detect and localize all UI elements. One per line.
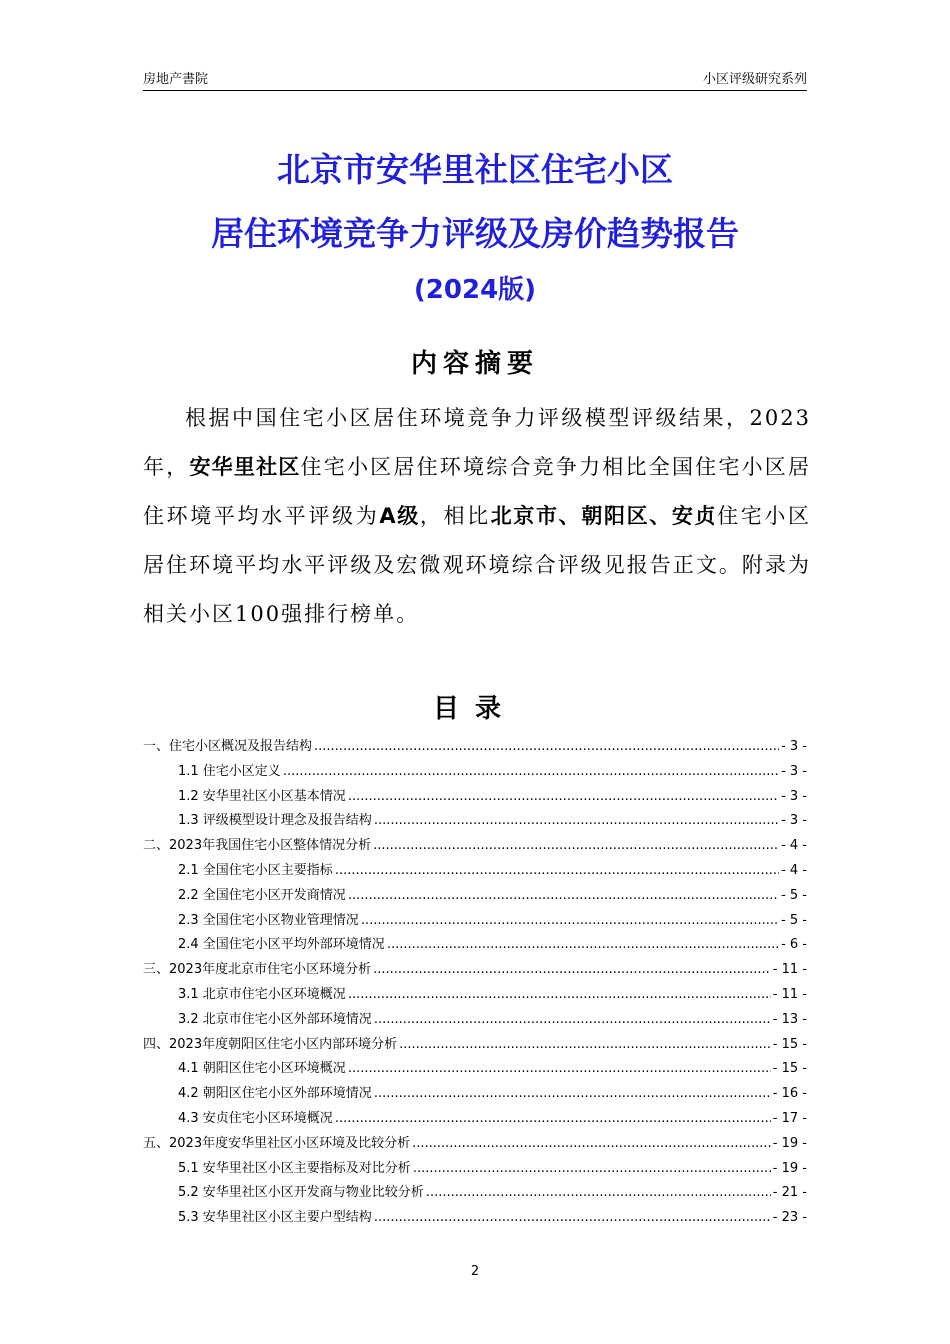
toc-entry-label: 5.2 安华里社区小区开发商与物业比较分析 [178, 1185, 424, 1201]
toc-entry-label: 2.3 全国住宅小区物业管理情况 [178, 912, 359, 928]
toc-entry[interactable] [143, 1008, 807, 1033]
toc-entry-label: 三、2023年度北京市住宅小区环境分析 [143, 962, 372, 978]
toc-entry-page: - 3 - [781, 763, 807, 779]
toc-entry-page: - 15 - [772, 1036, 807, 1052]
toc-entry[interactable] [143, 1082, 807, 1107]
toc-leader-dots [374, 1210, 771, 1225]
toc-leader-dots [374, 1012, 771, 1027]
toc-entry-label: 二、2023年我国住宅小区整体情况分析 [143, 838, 372, 854]
toc-entry-label: 一、住宅小区概况及报告结构 [143, 739, 313, 754]
toc-entry[interactable] [143, 909, 807, 934]
toc-entry-page: - 3 - [781, 813, 807, 829]
page-number: 2 [470, 1264, 480, 1279]
toc-leader-dots [335, 863, 779, 878]
toc-entry[interactable] [143, 1206, 807, 1231]
toc-entry-page: - 4 - [781, 838, 807, 854]
abstract-community-name: 安华里社区 [189, 455, 301, 479]
toc-entry-page: - 11 - [772, 986, 807, 1002]
toc-entry-page: - 11 - [772, 962, 807, 978]
abstract-text-4: 住宅小区居住环境平均水平评级及宏微观环境综合评级见报告正文。附录为相关小区100强排行榜单。 [143, 504, 812, 626]
toc-entry-label: 四、2023年度朝阳区住宅小区内部环境分析 [143, 1036, 398, 1052]
toc-entry[interactable] [143, 958, 807, 983]
toc-entry[interactable] [143, 809, 807, 834]
toc-entry[interactable] [143, 1132, 807, 1157]
abstract-rating: A级 [379, 504, 420, 528]
abstract-heading: 内容摘要 [410, 349, 539, 379]
toc-entry[interactable] [143, 834, 807, 859]
toc-leader-dots [348, 888, 779, 903]
toc-leader-dots [373, 838, 779, 853]
report-title-line1: 北京市安华里社区住宅小区 [277, 150, 673, 189]
toc-leader-dots [335, 1111, 771, 1126]
abstract-text-2: 住宅小区居住环境综合竞争力相比全国住宅小区居住环境平均水平评级为 [143, 455, 812, 528]
toc-heading: 目录 [432, 694, 517, 724]
toc-entry-page: - 19 - [772, 1135, 807, 1151]
toc-entry[interactable] [143, 884, 807, 909]
toc-entry[interactable] [143, 760, 807, 785]
toc-leader-dots [412, 1136, 771, 1151]
abstract-text-1: 根据中国住宅小区居住环境竞争力评级模型评级结果，2023年， [143, 406, 811, 479]
toc-entry-page: - 17 - [772, 1110, 807, 1126]
toc-entry[interactable] [143, 1057, 807, 1082]
toc-entry-page: - 5 - [781, 912, 807, 928]
abstract-paragraph [143, 394, 811, 639]
toc-entry-page: - 21 - [772, 1185, 807, 1201]
toc-entry-label: 5.3 安华里社区小区主要户型结构 [178, 1210, 372, 1226]
toc-entry-page: - 23 - [772, 1210, 807, 1226]
toc-entry-page: - 16 - [772, 1086, 807, 1102]
toc-entry-label: 1.1 住宅小区定义 [178, 763, 281, 779]
toc-entry[interactable] [143, 1107, 807, 1132]
toc-leader-dots [413, 1161, 771, 1176]
toc-entry-label: 4.1 朝阳区住宅小区环境概况 [178, 1061, 346, 1077]
toc-entry-page: - 3 - [781, 739, 807, 754]
toc-entry[interactable] [143, 785, 807, 810]
toc-entry-label: 2.2 全国住宅小区开发商情况 [178, 887, 346, 903]
toc-leader-dots [373, 962, 771, 977]
toc-entry-page: - 5 - [781, 887, 807, 903]
toc-entry[interactable] [143, 1157, 807, 1182]
toc-entry-page: - 15 - [772, 1061, 807, 1077]
table-of-contents [143, 735, 807, 1231]
toc-leader-dots [283, 764, 779, 779]
toc-entry[interactable] [143, 1181, 807, 1206]
toc-entry-page: - 6 - [781, 937, 807, 953]
toc-leader-dots [426, 1185, 771, 1200]
toc-entry-page: - 13 - [772, 1011, 807, 1027]
page-header [143, 66, 807, 91]
toc-entry-page: - 4 - [781, 862, 807, 878]
toc-leader-dots [348, 987, 771, 1002]
abstract-text-3: ，相比 [419, 504, 491, 528]
toc-entry-label: 5.1 安华里社区小区主要指标及对比分析 [178, 1160, 411, 1176]
abstract-regions: 北京市、朝阳区、安贞 [490, 504, 718, 528]
toc-leader-dots [374, 813, 779, 828]
report-edition: (2024版) [413, 275, 537, 305]
toc-entry-label: 2.4 全国住宅小区平均外部环境情况 [178, 937, 385, 953]
toc-entry[interactable] [143, 933, 807, 958]
toc-entry-label: 3.1 北京市住宅小区环境概况 [178, 986, 346, 1002]
toc-entry-label: 五、2023年度安华里社区小区环境及比较分析 [143, 1135, 411, 1151]
toc-entry[interactable] [143, 1033, 807, 1058]
toc-entry-label: 2.1 全国住宅小区主要指标 [178, 862, 333, 878]
toc-entry-page: - 3 - [781, 788, 807, 804]
header-publisher: 房地产書院 [143, 72, 209, 87]
toc-entry[interactable] [143, 859, 807, 884]
toc-leader-dots [361, 913, 779, 928]
toc-leader-dots [399, 1037, 771, 1052]
report-title-line2: 居住环境竞争力评级及房价趋势报告 [211, 214, 739, 253]
toc-entry-label: 4.2 朝阳区住宅小区外部环境情况 [178, 1086, 372, 1102]
toc-leader-dots [374, 1086, 771, 1101]
header-series: 小区评级研究系列 [702, 72, 807, 87]
toc-entry-label: 1.3 评级模型设计理念及报告结构 [178, 813, 372, 829]
toc-entry[interactable] [143, 735, 807, 760]
toc-leader-dots [314, 739, 779, 754]
toc-entry-label: 4.3 安贞住宅小区环境概况 [178, 1110, 333, 1126]
toc-entry-label: 1.2 安华里社区小区基本情况 [178, 788, 346, 804]
toc-leader-dots [348, 1061, 771, 1076]
toc-entry[interactable] [143, 983, 807, 1008]
toc-leader-dots [348, 789, 779, 804]
toc-entry-label: 3.2 北京市住宅小区外部环境情况 [178, 1011, 372, 1027]
toc-leader-dots [387, 937, 779, 952]
toc-entry-page: - 19 - [772, 1160, 807, 1176]
